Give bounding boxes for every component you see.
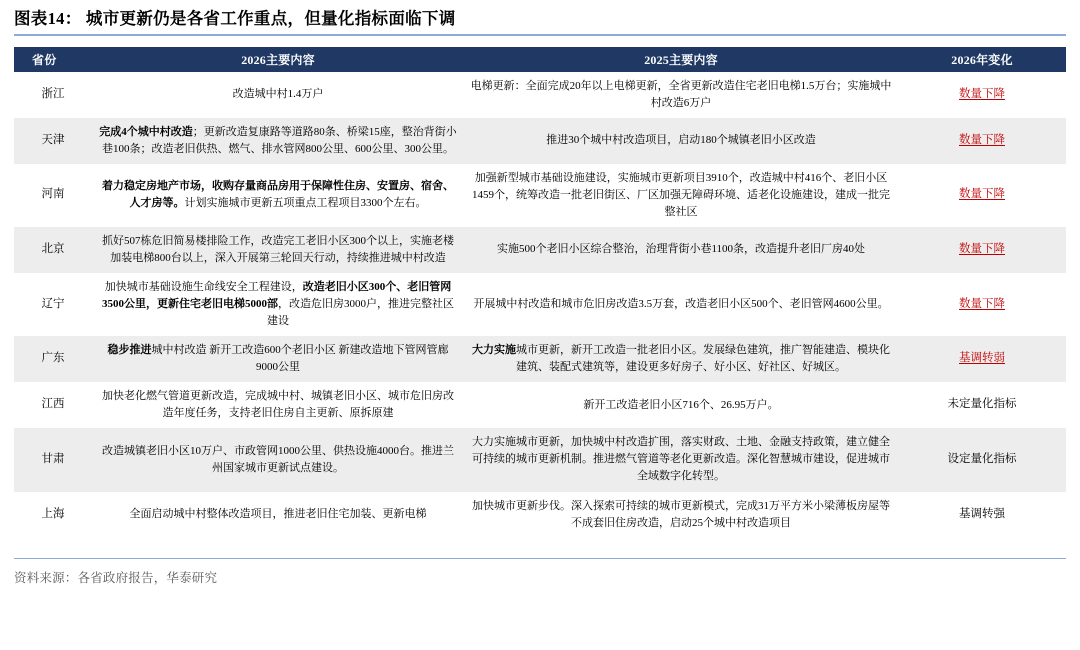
cell-2025-content: 加强新型城市基础设施建设，实施城市更新项目3910个，改造城中村416个、老旧小区1459个，统筹改造一批老旧街区、厂区加强无障碍环境、适老化设施建设，建成一批完整社区 (464, 164, 898, 227)
change-badge: 未定量化指标 (947, 398, 1017, 411)
table-row (14, 227, 1066, 273)
change-badge: 设定量化指标 (947, 453, 1017, 466)
cell-2026-content: 全面启动城中村整体改造项目，推进老旧住宅加装、更新电梯 (92, 492, 464, 538)
cell-change (898, 382, 1066, 428)
table-header (14, 47, 1066, 72)
cell-2026-content: 改造城镇老旧小区10万户、市政管网1000公里、供热设施4000台。推进兰州国家城市更新试点建设。 (92, 428, 464, 491)
table-row (14, 492, 1066, 538)
cell-2026-content: 加快老化燃气管道更新改造，完成城中村、城镇老旧小区、城市危旧房改造年度任务，支持老旧住房自主更新、原拆原建 (92, 382, 464, 428)
table-header-row (14, 47, 1066, 72)
cell-province: 浙江 (14, 72, 92, 118)
change-badge: 数量下降 (959, 87, 1005, 100)
cell-2025-content: 大力实施城市更新，加快城中村改造扩围，落实财政、土地、金融支持政策，建立健全可持续的城市更新机制。推进燃气管道等老化更新改造。深化智慧城市建设，促进城市全域数字化转型。 (464, 428, 898, 491)
cell-change (898, 273, 1066, 336)
cell-change (898, 336, 1066, 382)
cell-province: 甘肃 (14, 428, 92, 491)
cell-change (898, 428, 1066, 491)
cell-2026-content: 稳步推进城中村改造 新开工改造600个老旧小区 新建改造地下管网管廊9000公里 (92, 336, 464, 382)
cell-change (898, 227, 1066, 273)
table-row (14, 72, 1066, 118)
change-badge: 基调转弱 (959, 352, 1005, 365)
change-badge: 数量下降 (959, 133, 1005, 146)
cell-2026-content: 加快城市基础设施生命线安全工程建设，改造老旧小区300个、老旧管网3500公里，更新住宅老旧电梯5000部，改造危旧房3000户，推进完整社区建设 (92, 273, 464, 336)
column-header-2026: 2026主要内容 (92, 47, 464, 72)
change-badge: 数量下降 (959, 297, 1005, 310)
cell-2025-content: 大力实施城市更新，新开工改造一批老旧小区。发展绿色建筑，推广智能建造、模块化建筑、装配式建筑等，建设更多好房子、好小区、好社区、好城区。 (464, 336, 898, 382)
cell-2025-content: 实施500个老旧小区综合整治，治理背街小巷1100条，改造提升老旧厂房40处 (464, 227, 898, 273)
table-row (14, 382, 1066, 428)
column-header-2025: 2025主要内容 (464, 47, 898, 72)
table-row (14, 273, 1066, 336)
title-block (14, 0, 1066, 41)
table-row (14, 164, 1066, 227)
cell-2025-content: 电梯更新：全面完成20年以上电梯更新，全省更新改造住宅老旧电梯1.5万台；实施城中村改造6万户 (464, 72, 898, 118)
cell-2025-content: 新开工改造老旧小区716个、26.95万户。 (464, 382, 898, 428)
column-header-province: 省份 (14, 47, 92, 72)
change-badge: 数量下降 (959, 243, 1005, 256)
cell-2025-content: 加快城市更新步伐。深入探索可持续的城市更新模式，完成31万平方米小梁薄板房屋等不成套旧住房改造，启动25个城中村改造项目 (464, 492, 898, 538)
change-badge: 数量下降 (959, 188, 1005, 201)
cell-province: 辽宁 (14, 273, 92, 336)
cell-province: 上海 (14, 492, 92, 538)
cell-2026-content: 着力稳定房地产市场，收购存量商品房用于保障性住房、安置房、宿舍、人才房等。计划实施城市更新五项重点工程项目3300个左右。 (92, 164, 464, 227)
cell-change (898, 164, 1066, 227)
cell-change (898, 492, 1066, 538)
source-note: 资料来源：各省政府报告，华泰研究 (14, 571, 218, 586)
table-row (14, 428, 1066, 491)
title-divider (14, 34, 1066, 36)
cell-province: 北京 (14, 227, 92, 273)
province-urban-renewal-table (14, 47, 1066, 538)
cell-province: 天津 (14, 118, 92, 164)
cell-province: 河南 (14, 164, 92, 227)
cell-2026-content: 改造城中村1.4万户 (92, 72, 464, 118)
change-badge: 基调转强 (959, 507, 1005, 520)
cell-2026-content: 完成4个城中村改造；更新改造复康路等道路80条、桥梁15座，整治背街小巷100条；改造老旧供热、燃气、排水管网800公里、600公里、300公里。 (92, 118, 464, 164)
table-row (14, 118, 1066, 164)
cell-2025-content: 开展城中村改造和城市危旧房改造3.5万套，改造老旧小区500个、老旧管网4600公里。 (464, 273, 898, 336)
cell-province: 江西 (14, 382, 92, 428)
cell-2025-content: 推进30个城中村改造项目，启动180个城镇老旧小区改造 (464, 118, 898, 164)
table-body (14, 72, 1066, 538)
table-row (14, 336, 1066, 382)
page-title: 图表14： 城市更新仍是各省工作重点，但量化指标面临下调 (14, 9, 456, 28)
cell-change (898, 118, 1066, 164)
column-header-change: 2026年变化 (898, 47, 1066, 72)
cell-2026-content: 抓好507栋危旧简易楼排险工作，改造完工老旧小区300个以上，实施老楼加装电梯800台以上，深入开展第三轮回天行动，持续推进城中村改造 (92, 227, 464, 273)
cell-province: 广东 (14, 336, 92, 382)
cell-change (898, 72, 1066, 118)
